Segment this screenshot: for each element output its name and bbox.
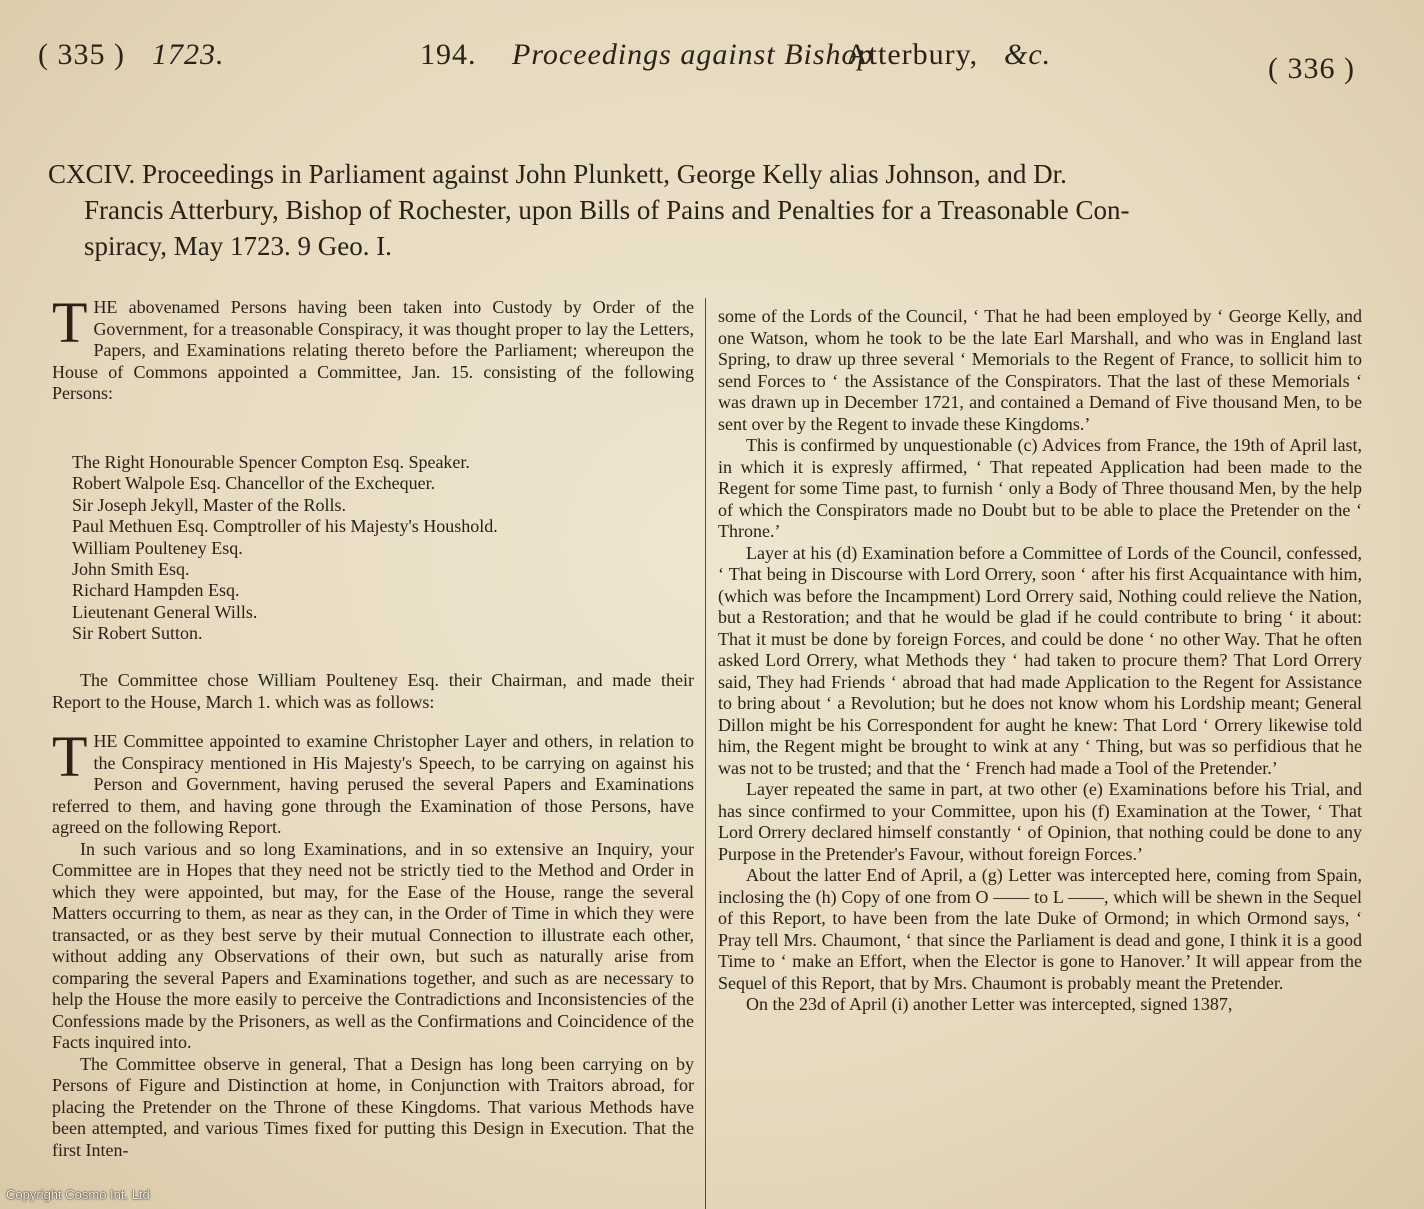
committee-member: Paul Methuen Esq. Comptroller of his Majesty's Houshold.	[72, 516, 498, 537]
committee-member: The Right Honourable Spencer Compton Esq. Speaker.	[72, 452, 470, 472]
intro-text: HE abovenamed Persons having been taken into Custody by Order of the Government, for a treasonable Conspiracy, it was thought proper to lay the Letters, Papers, and Examinations relating thereto before the Parliament; whereupon the House of Commons appointed a Committee, Jan. 15. consisting of the following Persons:	[52, 297, 694, 403]
running-title-name: Atterbury,	[846, 38, 979, 71]
committee-member: John Smith Esq.	[72, 559, 190, 580]
committee-member: Lieutenant General Wills.	[72, 601, 258, 622]
report-paragraph: About the latter End of April, a (g) Letter was intercepted here, coming from Spain, inclosing the (h) Copy of one from O —— to L ——, which will be shewn in the Sequel of this Report, to have been from the late Duke of Ormond; in which Ormond says, ‘ Pray tell Mrs. Chaumont, ‘ that since the Parliament is dead and gone, I think it is a good Time to ‘ make an Effort, when the Elector is gone to Hanover.’ It will appear from the Sequel of this Report, that by Mrs. Chaumont is probably meant the Pretender.	[718, 865, 1362, 993]
running-title: Proceedings against Bishop	[512, 38, 874, 71]
header-number: 194.	[420, 38, 477, 71]
column-divider	[705, 298, 706, 1209]
committee-member: William Poulteney Esq.	[72, 537, 243, 558]
committee-member: Sir Joseph Jekyll, Master of the Rolls.	[72, 494, 346, 515]
page-number-left: ( 335 )	[38, 38, 125, 71]
committee-member: Sir Robert Sutton.	[72, 623, 203, 644]
committee-member: Richard Hampden Esq.	[72, 580, 240, 601]
chairman-text: The Committee chose William Poulteney Esq. their Chairman, and made their Report to the House, March 1. which was as follows:	[52, 670, 694, 712]
report-paragraph: The Committee observe in general, That a Design has long been carrying on by Persons of Figure and Distinction at home, in Conjunction with Traitors abroad, for placing the Pretender on the Throne of these Kingdoms. That various Methods have been attempted, and various Times fixed for putting this Design in Execution. That the first Inten-	[52, 1053, 694, 1160]
report-paragraph: Layer at his (d) Examination before a Committee of Lords of the Council, confessed, ‘ That being in Discourse with Lord Orrery, soon ‘ after his first Acquaintance with him, (which was before the Incampment) Lord Orrery said, Nothing could relieve the Nation, but a Restoration; and that he would be glad if he could contribute to bring ‘ it about: That it must be done by foreign Forces, and could be done ‘ no other Way. That he often asked Lord Orrery, what Methods they ‘ had taken to procure them? That Lord Orrery said, They had Friends ‘ abroad that had made Application to the Regent for Assistance to bring about ‘ a Revolution; but he does not know whom his Lordship meant; General Dillon might be his Correspondent for aught he knew: That Lord ‘ Orrery likewise told him, the Regent might be brought to wink at any ‘ Thing, but was so perfidious that he was not to be trusted; and that the ‘ French had made a Tool of the Pretender.’	[718, 542, 1362, 778]
report-paragraph: some of the Lords of the Council, ‘ That he had been employed by ‘ George Kelly, and one Watson, whom he took to be the late Earl Marshall, and who was in England last Spring, to draw up three several ‘ Memorials to the Regent of France, to sollicit him to send Forces to ‘ the Assistance of the Conspirators. That the last of these Memorials ‘ was drawn up in December 1721, and contained a Demand of Five thousand Men, to be sent over by the Regent to invade these Kingdoms.’	[718, 306, 1362, 434]
report-paragraph: In such various and so long Examinations, and in so extensive an Inquiry, your Committee are in Hopes that they need not be strictly tied to the Method and Order in which they were appointed, but may, for the Ease of the House, range the several Matters occurring to them, as near as they can, in the Order of Time in which they were transacted, or as they best serve by their mutual Connection to illustrate each other, without adding any Observations of their own, but such as naturally arise from comparing the several Papers and Examinations together, and such as are necessary to help the House the more easily to perceive the Contradictions and Inconsistencies of the Confessions made by the Prisoners, as well as the Confirmations and Coincidence of the Facts inquired into.	[52, 838, 694, 1052]
article-title-line1: CXCIV. Proceedings in Parliament against John Plunkett, George Kelly alias Johnson, and Dr.	[48, 159, 1067, 189]
drop-cap: T	[52, 290, 88, 355]
committee-member: Robert Walpole Esq. Chancellor of the Exchequer.	[72, 473, 436, 494]
report-paragraph: On the 23d of April (i) another Letter was intercepted, signed 1387,	[746, 994, 1233, 1014]
header-year: 1723.	[152, 38, 225, 71]
copyright-watermark: Copyright Cosmo Int. Ltd	[6, 1187, 150, 1202]
chairman-paragraph	[52, 670, 694, 713]
running-title-etc: &c.	[1004, 38, 1052, 71]
committee-members-list	[72, 452, 498, 645]
report-paragraph: This is confirmed by unquestionable (c) Advices from France, the 19th of April last, in which it is expresly affirmed, ‘ That repeated Application had been made to the Regent for some Time past, to furnish ‘ only a Body of Three thousand Men, by the help of which the Conspirators made no Doubt but to be able to place the Pretender on the ‘ Throne.’	[718, 435, 1362, 541]
drop-cap: T	[52, 724, 88, 789]
report-body	[52, 724, 694, 1161]
article-title-line3: spiracy, May 1723. 9 Geo. I.	[84, 231, 392, 261]
page-number-right: ( 336 )	[1268, 52, 1355, 85]
article-title-line2: Francis Atterbury, Bishop of Rochester, upon Bills of Pains and Penalties for a Treasonable Con-	[84, 195, 1130, 225]
right-column	[718, 306, 1362, 1016]
report-paragraph: Layer repeated the same in part, at two other (e) Examinations before his Trial, and has since confirmed to your Committee, upon his (f) Examination at the Tower, ‘ That Lord Orrery declared himself constantly ‘ of Opinion, that nothing could be done to any Purpose in the Pretender's Favour, without foreign Forces.’	[718, 779, 1362, 864]
report-opening-text: HE Committee appointed to examine Christopher Layer and others, in relation to the Conspiracy mentioned in His Majesty's Speech, to be carrying on against his Person and Government, having perused the several Papers and Examinations referred to them, and having gone through the Examination of those Persons, have agreed on the following Report.	[52, 731, 694, 837]
report-opening	[52, 724, 694, 839]
intro-paragraph	[52, 290, 694, 405]
